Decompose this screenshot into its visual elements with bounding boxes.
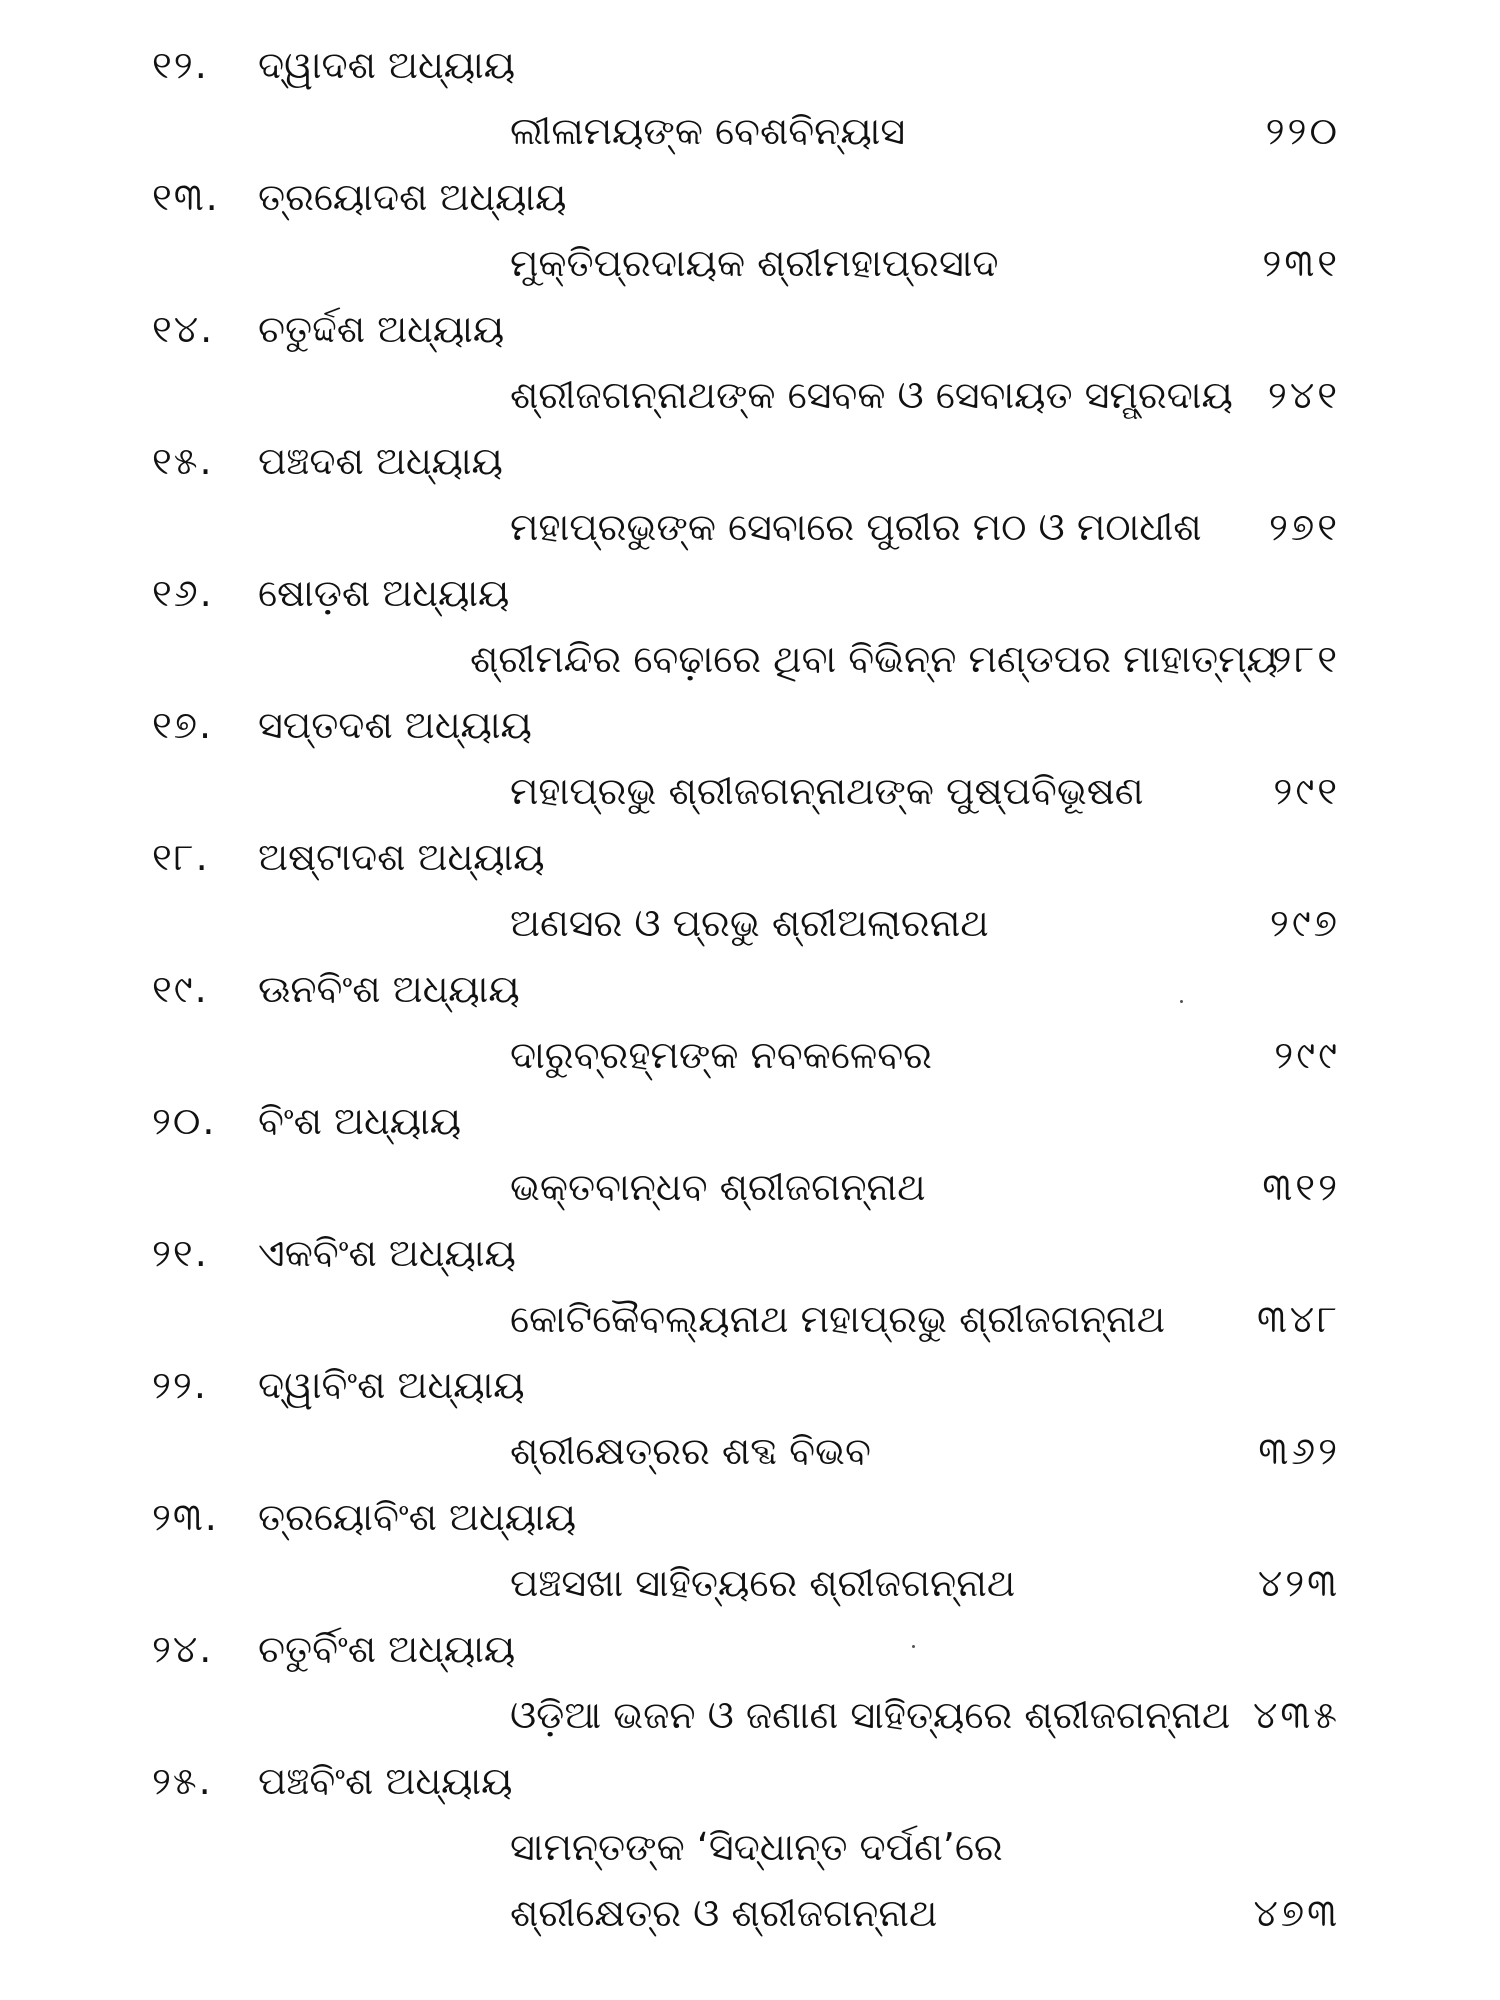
chapter-title: ଦାରୁବ୍ରହ୍ମଙ୍କ ନବକଳେବର (510, 1033, 932, 1077)
chapter-number: ୨୫. (152, 1759, 213, 1803)
chapter-title-row (0, 890, 1500, 956)
chapter-title: କୋଟିକୈବଲ୍ୟନାଥ ମହାପ୍ରଭୁ ଶ୍ରୀଜଗନ୍ନାଥ (510, 1297, 1166, 1341)
chapter-title-row (0, 98, 1500, 164)
chapter-label: ସପ୍ତଦଶ ଅଧ୍ୟାୟ (258, 703, 532, 747)
chapter-label: ଦ୍ୱାଦଶ ଅଧ୍ୟାୟ (258, 43, 516, 87)
chapter-heading-row (0, 1748, 1500, 1814)
chapter-title-row (0, 758, 1500, 824)
page-number: ୩୪୮ (1256, 1297, 1340, 1341)
page-number: ୪୩୫ (1253, 1693, 1340, 1737)
chapter-heading-row (0, 32, 1500, 98)
page-number: ୪୭୩ (1253, 1891, 1340, 1935)
page-number: ୩୧୨ (1262, 1165, 1340, 1209)
page-number: ୨୪୧ (1267, 373, 1340, 417)
chapter-label: ଚତୁର୍ଦ୍ଦଶ ଅଧ୍ୟାୟ (258, 307, 505, 351)
chapter-title-row (0, 1022, 1500, 1088)
chapter-title: ଅଣସର ଓ ପ୍ରଭୁ ଶ୍ରୀଅଲାରନାଥ (510, 901, 989, 945)
chapter-heading-row (0, 560, 1500, 626)
chapter-label: ଅଷ୍ଟାଦଶ ଅଧ୍ୟାୟ (258, 835, 545, 879)
chapter-title: ଓଡ଼ିଆ ଭଜନ ଓ ଜଣାଣ ସାହିତ୍ୟରେ ଶ୍ରୀଜଗନ୍ନାଥ (510, 1693, 1231, 1737)
chapter-label: ତ୍ରୟୋବିଂଶ ଅଧ୍ୟାୟ (258, 1495, 577, 1539)
page-number: ୨୩୧ (1262, 241, 1340, 285)
chapter-number: ୧୩. (152, 175, 220, 219)
chapter-number: ୧୬. (152, 571, 214, 615)
chapter-label: ଚତୁର୍ବିଂଶ ଅଧ୍ୟାୟ (258, 1627, 516, 1671)
chapter-heading-row (0, 956, 1500, 1022)
chapter-title: ମହାପ୍ରଭୁ ଶ୍ରୀଜଗନ୍ନାଥଙ୍କ ପୁଷ୍ପବିଭୂଷଣ (510, 769, 1144, 813)
chapter-label: ପଞ୍ଚଦଶ ଅଧ୍ୟାୟ (258, 439, 503, 483)
chapter-heading-row (0, 428, 1500, 494)
chapter-heading-row (0, 164, 1500, 230)
chapter-number: ୨୩. (152, 1495, 219, 1539)
chapter-title-row (0, 494, 1500, 560)
page-number: ୨୨୦ (1265, 109, 1340, 153)
chapter-title: ମୁକ୍ତିପ୍ରଦାୟକ ଶ୍ରୀମହାପ୍ରସାଦ (510, 241, 999, 285)
table-of-contents (0, 32, 1500, 1946)
chapter-label: ତ୍ରୟୋଦଶ ଅଧ୍ୟାୟ (258, 175, 567, 219)
chapter-heading-row (0, 824, 1500, 890)
chapter-title-row (0, 1814, 1500, 1880)
chapter-number: ୧୪. (152, 307, 215, 351)
page-number: ୨୯୯ (1274, 1033, 1340, 1077)
chapter-title: ଶ୍ରୀଜଗନ୍ନାଥଙ୍କ ସେବକ ଓ ସେବାୟତ ସମ୍ପ୍ରଦାୟ (510, 373, 1233, 417)
chapter-number: ୧୨. (152, 43, 209, 87)
chapter-title-row (0, 1880, 1500, 1946)
chapter-title: ସାମନ୍ତଙ୍କ ‘ସିଦ୍ଧାନ୍ତ ଦର୍ପଣ’ରେ (510, 1825, 1003, 1869)
print-speck (912, 1645, 915, 1648)
chapter-title: ମହାପ୍ରଭୁଙ୍କ ସେବାରେ ପୁରୀର ମଠ ଓ ମଠାଧୀଶ (510, 505, 1202, 549)
page-number: ୨୯୧ (1273, 769, 1340, 813)
chapter-title: ଶ୍ରୀମନ୍ଦିର ବେଢ଼ାରେ ଥିବା ବିଭିନ୍ନ ମଣ୍ଡପର ମାହାତ୍ମ୍ୟ (470, 637, 1278, 681)
chapter-number: ୨୧. (152, 1231, 209, 1275)
chapter-number: ୨୪. (152, 1627, 214, 1671)
chapter-label: ପଞ୍ଚବିଂଶ ଅଧ୍ୟାୟ (258, 1759, 513, 1803)
chapter-title: ଶ୍ରୀକ୍ଷେତ୍ରର ଶବ୍ଦ ବିଭବ (510, 1429, 871, 1473)
chapter-heading-row (0, 296, 1500, 362)
chapter-title: ଶ୍ରୀକ୍ଷେତ୍ର ଓ ଶ୍ରୀଜଗନ୍ନାଥ (510, 1891, 938, 1935)
chapter-label: ବିଂଶ ଅଧ୍ୟାୟ (258, 1099, 462, 1143)
page-number: ୨୭୧ (1269, 505, 1340, 549)
chapter-heading-row (0, 1484, 1500, 1550)
chapter-label: ଦ୍ୱାବିଂଶ ଅଧ୍ୟାୟ (258, 1363, 525, 1407)
chapter-title: ପଞ୍ଚସଖା ସାହିତ୍ୟରେ ଶ୍ରୀଜଗନ୍ନାଥ (510, 1561, 1016, 1605)
chapter-label: ଊନବିଂଶ ଅଧ୍ୟାୟ (258, 967, 520, 1011)
chapter-number: ୧୮. (152, 835, 210, 879)
chapter-title-row (0, 1286, 1500, 1352)
chapter-number: ୧୫. (152, 439, 214, 483)
chapter-heading-row (0, 1220, 1500, 1286)
chapter-title-row (0, 1682, 1500, 1748)
chapter-number: ୨୨. (152, 1363, 208, 1407)
chapter-number: ୧୯. (152, 967, 209, 1011)
chapter-title-row (0, 626, 1500, 692)
page-number: ୨୯୭ (1269, 901, 1340, 945)
chapter-title-row (0, 1550, 1500, 1616)
chapter-number: ୨୦. (152, 1099, 217, 1143)
chapter-heading-row (0, 1088, 1500, 1154)
chapter-title-row (0, 362, 1500, 428)
chapter-heading-row (0, 1616, 1500, 1682)
chapter-number: ୧୭. (152, 703, 214, 747)
page-number: ୩୬୨ (1258, 1429, 1340, 1473)
chapter-title-row (0, 230, 1500, 296)
print-speck (1180, 1000, 1183, 1003)
chapter-title: ଭକ୍ତବାନ୍ଧବ ଶ୍ରୀଜଗନ୍ନାଥ (510, 1165, 926, 1209)
chapter-title-row (0, 1418, 1500, 1484)
chapter-title: ଲୀଳାମୟଙ୍କ ବେଶବିନ୍ୟାସ (510, 109, 906, 153)
chapter-heading-row (0, 1352, 1500, 1418)
page-number: ୪୨୩ (1257, 1561, 1340, 1605)
chapter-heading-row (0, 692, 1500, 758)
chapter-title-row (0, 1154, 1500, 1220)
page-number: ୨୮୧ (1272, 637, 1340, 681)
chapter-label: ଏକବିଂଶ ଅଧ୍ୟାୟ (258, 1231, 516, 1275)
chapter-label: ଷୋଡ଼ଶ ଅଧ୍ୟାୟ (258, 571, 510, 615)
